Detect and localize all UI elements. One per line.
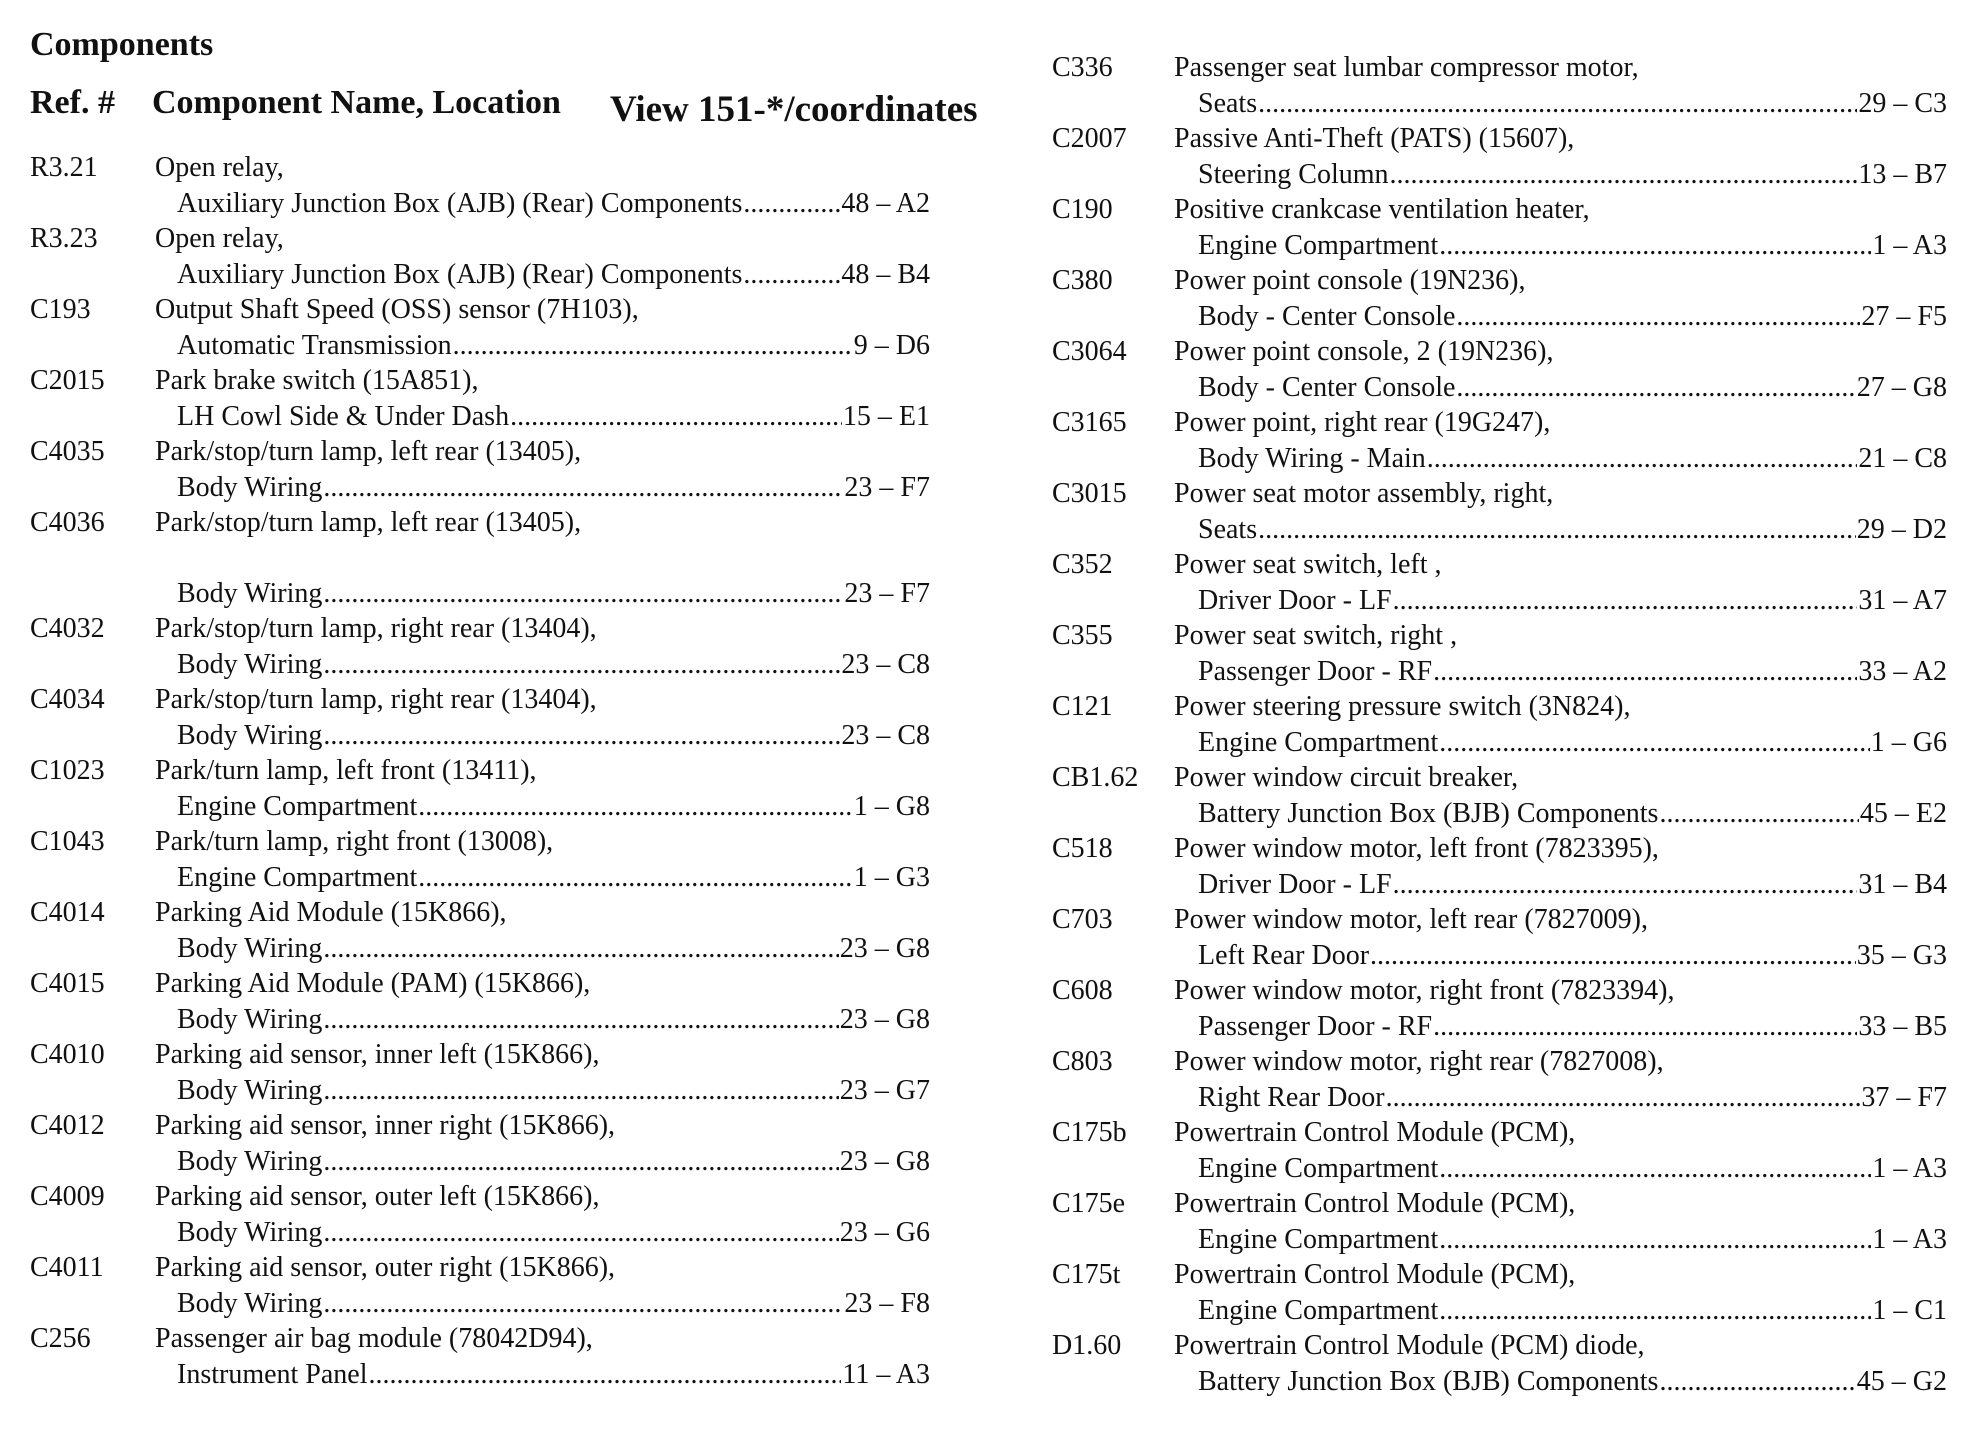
component-entry <box>1052 1044 1947 1115</box>
page-coordinate: 27 – G8 <box>1856 371 1947 403</box>
component-location: Body Wiring <box>177 471 323 503</box>
dot-leader <box>1427 441 1858 477</box>
component-name: Parking aid sensor, inner right (15K866), <box>155 1110 616 1141</box>
component-location: Body Wiring <box>177 577 323 609</box>
ref-number: C4036 <box>30 507 105 538</box>
component-location: Right Rear Door <box>1198 1081 1385 1113</box>
dot-leader <box>1386 1080 1861 1116</box>
ref-number: C3064 <box>1052 336 1127 367</box>
dot-leader <box>323 1144 838 1180</box>
dot-leader <box>323 931 838 967</box>
component-entry <box>1052 973 1947 1044</box>
right-entry-list <box>1052 50 1947 1399</box>
page-coordinate: 31 – A7 <box>1858 584 1947 616</box>
dot-leader <box>1433 654 1857 690</box>
ref-number: C4035 <box>30 436 105 467</box>
component-entry <box>30 505 930 611</box>
ref-number: C4012 <box>30 1110 105 1141</box>
location-line <box>1198 370 1947 406</box>
dot-leader <box>1393 867 1858 903</box>
component-name: Powertrain Control Module (PCM), <box>1174 1117 1576 1148</box>
page-coordinate: 48 – A2 <box>841 187 930 219</box>
component-name: Park/stop/turn lamp, right rear (13404), <box>155 613 597 644</box>
dot-leader <box>1456 299 1860 335</box>
ref-number: C3015 <box>1052 478 1127 509</box>
ref-number: CB1.62 <box>1052 762 1139 793</box>
location-line <box>1198 1151 1947 1187</box>
location-line <box>1198 654 1947 690</box>
location-line <box>1198 299 1947 335</box>
page-coordinate: 33 – A2 <box>1858 655 1947 687</box>
dot-leader <box>369 1357 842 1393</box>
component-entry <box>1052 1115 1947 1186</box>
name-column-header: Component Name, Location <box>152 84 561 121</box>
component-name: Power window motor, right rear (7827008), <box>1174 1046 1664 1077</box>
page-coordinate: 23 – G6 <box>839 1216 930 1248</box>
dot-leader <box>453 328 853 364</box>
component-entry <box>1052 902 1947 973</box>
location-line <box>1198 938 1947 974</box>
component-name: Park brake switch (15A851), <box>155 365 479 396</box>
component-entry <box>30 292 930 363</box>
component-entry <box>30 824 930 895</box>
ref-number: C703 <box>1052 904 1113 935</box>
component-name: Power window motor, right front (7823394), <box>1174 975 1675 1006</box>
ref-number: C336 <box>1052 52 1113 83</box>
location-line <box>1198 583 1947 619</box>
ref-number: C4009 <box>30 1181 105 1212</box>
component-name: Passive Anti-Theft (PATS) (15607), <box>1174 123 1575 154</box>
component-entry <box>30 611 930 682</box>
page-coordinate: 1 – A3 <box>1872 1223 1947 1255</box>
page-coordinate: 23 – G8 <box>839 1003 930 1035</box>
dot-leader <box>1390 157 1858 193</box>
component-entry <box>1052 192 1947 263</box>
ref-number: C190 <box>1052 194 1113 225</box>
ref-number: C380 <box>1052 265 1113 296</box>
component-location: Body Wiring <box>177 1074 323 1106</box>
component-name: Output Shaft Speed (OSS) sensor (7H103), <box>155 294 639 325</box>
component-name: Power steering pressure switch (3N824), <box>1174 691 1631 722</box>
component-entry <box>1052 1257 1947 1328</box>
component-name: Park/stop/turn lamp, left rear (13405), <box>155 507 582 538</box>
component-name: Parking aid sensor, outer right (15K866), <box>155 1252 616 1283</box>
location-line <box>177 186 930 222</box>
component-entry <box>30 1321 930 1392</box>
ref-number: C4015 <box>30 968 105 999</box>
section-title: Components <box>30 26 214 63</box>
component-entry <box>30 682 930 753</box>
component-entry <box>1052 1328 1947 1399</box>
component-location: Steering Column <box>1198 158 1389 190</box>
component-location: Engine Compartment <box>1198 726 1439 758</box>
ref-number: C4011 <box>30 1252 104 1283</box>
ref-number: C608 <box>1052 975 1113 1006</box>
component-name: Power point console, 2 (19N236), <box>1174 336 1554 367</box>
left-entry-list <box>30 150 930 1392</box>
component-location: Passenger Door - RF <box>1198 655 1433 687</box>
location-line <box>177 576 930 612</box>
ref-number: C121 <box>1052 691 1113 722</box>
component-location: Body Wiring <box>177 1216 323 1248</box>
page-coordinate: 23 – G8 <box>839 932 930 964</box>
page-coordinate: 9 – D6 <box>853 329 930 361</box>
component-name: Park/stop/turn lamp, left rear (13405), <box>155 436 582 467</box>
dot-leader <box>510 399 842 435</box>
ref-number: R3.21 <box>30 152 98 183</box>
dot-leader <box>323 1215 838 1251</box>
page-coordinate: 1 – A3 <box>1872 1152 1947 1184</box>
component-name: Power window motor, left rear (7827009), <box>1174 904 1648 935</box>
component-entry <box>1052 334 1947 405</box>
ref-number: C355 <box>1052 620 1113 651</box>
ref-number: C518 <box>1052 833 1113 864</box>
page-coordinate: 15 – E1 <box>842 400 930 432</box>
location-line <box>177 1215 930 1251</box>
component-name: Power point console (19N236), <box>1174 265 1526 296</box>
dot-leader <box>1370 938 1856 974</box>
component-entry <box>30 895 930 966</box>
dot-leader <box>323 576 843 612</box>
page-coordinate: 11 – A3 <box>842 1358 930 1390</box>
component-name: Open relay, <box>155 152 284 183</box>
component-location: Body Wiring <box>177 1287 323 1319</box>
component-entry <box>1052 476 1947 547</box>
ref-column-header: Ref. # <box>30 84 115 121</box>
ref-number: R3.23 <box>30 223 98 254</box>
component-location: Instrument Panel <box>177 1358 368 1390</box>
component-entry <box>1052 405 1947 476</box>
component-entry <box>30 434 930 505</box>
page-coordinate: 23 – G7 <box>839 1074 930 1106</box>
component-location: Engine Compartment <box>1198 1223 1439 1255</box>
location-line <box>177 931 930 967</box>
page-coordinate: 45 – E2 <box>1859 797 1947 829</box>
location-line <box>177 647 930 683</box>
component-entry <box>30 1108 930 1179</box>
page-coordinate: 23 – F7 <box>844 471 930 503</box>
component-location: Seats <box>1198 513 1258 545</box>
component-location: Body Wiring - Main <box>1198 442 1426 474</box>
component-entry <box>30 1250 930 1321</box>
component-entry <box>1052 618 1947 689</box>
dot-leader <box>1393 583 1858 619</box>
view-column-header: View 151-*/coordinates <box>610 89 978 130</box>
component-entry <box>1052 263 1947 334</box>
dot-leader <box>418 860 852 896</box>
component-name: Parking aid sensor, outer left (15K866), <box>155 1181 600 1212</box>
component-location: Body - Center Console <box>1198 300 1456 332</box>
component-location: Engine Compartment <box>1198 229 1439 261</box>
component-location: Body Wiring <box>177 1003 323 1035</box>
component-entry <box>30 363 930 434</box>
ref-number: C4034 <box>30 684 105 715</box>
ref-number: C1043 <box>30 826 105 857</box>
dot-leader <box>418 789 852 825</box>
location-line <box>1198 86 1947 122</box>
location-line <box>1198 1080 1947 1116</box>
component-name: Park/stop/turn lamp, right rear (13404), <box>155 684 597 715</box>
component-location: Body - Center Console <box>1198 371 1456 403</box>
component-name: Power point, right rear (19G247), <box>1174 407 1551 438</box>
location-line <box>1198 1364 1947 1400</box>
dot-leader <box>323 1002 838 1038</box>
location-line <box>1198 1293 1947 1329</box>
page-coordinate: 37 – F7 <box>1861 1081 1947 1113</box>
location-line <box>177 399 930 435</box>
component-name: Powertrain Control Module (PCM), <box>1174 1188 1576 1219</box>
component-location: Driver Door - LF <box>1198 584 1392 616</box>
dot-leader <box>323 718 840 754</box>
dot-leader <box>323 1286 843 1322</box>
location-line <box>177 328 930 364</box>
component-entry <box>1052 547 1947 618</box>
component-name: Positive crankcase ventilation heater, <box>1174 194 1590 225</box>
component-location: Passenger Door - RF <box>1198 1010 1433 1042</box>
page-coordinate: 1 – G8 <box>853 790 930 822</box>
page-coordinate: 27 – F5 <box>1861 300 1947 332</box>
page-coordinate: 29 – D2 <box>1856 513 1947 545</box>
component-name: Open relay, <box>155 223 284 254</box>
dot-leader <box>1439 1293 1871 1329</box>
page-coordinate: 23 – G8 <box>839 1145 930 1177</box>
component-location: Battery Junction Box (BJB) Components <box>1198 1365 1659 1397</box>
component-entry <box>30 1179 930 1250</box>
ref-number: C256 <box>30 1323 91 1354</box>
page-coordinate: 23 – C8 <box>841 719 930 751</box>
component-name: Power window motor, left front (7823395), <box>1174 833 1659 864</box>
component-location: Engine Compartment <box>1198 1152 1439 1184</box>
ref-number: C175b <box>1052 1117 1127 1148</box>
location-line <box>177 789 930 825</box>
component-entry <box>1052 1186 1947 1257</box>
component-location: Auxiliary Junction Box (AJB) (Rear) Components <box>177 258 743 290</box>
page-coordinate: 33 – B5 <box>1858 1010 1947 1042</box>
location-line <box>177 1002 930 1038</box>
page-coordinate: 23 – F7 <box>844 577 930 609</box>
location-line <box>1198 1222 1947 1258</box>
page-coordinate: 45 – G2 <box>1856 1365 1947 1397</box>
component-location: Body Wiring <box>177 648 323 680</box>
ref-number: C1023 <box>30 755 105 786</box>
component-entry <box>1052 831 1947 902</box>
page-coordinate: 23 – F8 <box>844 1287 930 1319</box>
component-name: Power seat motor assembly, right, <box>1174 478 1554 509</box>
location-line <box>177 1357 930 1393</box>
page-coordinate: 35 – G3 <box>1856 939 1947 971</box>
component-name: Parking Aid Module (15K866), <box>155 897 507 928</box>
page-coordinate: 1 – G6 <box>1870 726 1947 758</box>
ref-number: C3165 <box>1052 407 1127 438</box>
location-line <box>177 1286 930 1322</box>
dot-leader <box>1659 796 1858 832</box>
dot-leader <box>323 470 843 506</box>
component-entry <box>1052 121 1947 192</box>
ref-number: C175t <box>1052 1259 1121 1290</box>
dot-leader <box>1258 86 1857 122</box>
component-location: Automatic Transmission <box>177 329 452 361</box>
component-location: Engine Compartment <box>177 861 418 893</box>
component-entry <box>1052 50 1947 121</box>
location-line <box>177 718 930 754</box>
location-line <box>177 470 930 506</box>
location-line <box>177 1144 930 1180</box>
page-coordinate: 23 – C8 <box>841 648 930 680</box>
ref-number: C4032 <box>30 613 105 644</box>
component-entry <box>30 221 930 292</box>
component-entry <box>1052 689 1947 760</box>
component-entry <box>30 966 930 1037</box>
dot-leader <box>323 647 840 683</box>
dot-leader <box>323 1073 838 1109</box>
dot-leader <box>1258 512 1856 548</box>
location-line <box>1198 228 1947 264</box>
page-coordinate: 1 – C1 <box>1872 1294 1947 1326</box>
component-name: Powertrain Control Module (PCM) diode, <box>1174 1330 1645 1361</box>
ref-number: C352 <box>1052 549 1113 580</box>
component-name: Power seat switch, right , <box>1174 620 1458 651</box>
component-name: Power seat switch, left , <box>1174 549 1442 580</box>
component-name: Powertrain Control Module (PCM), <box>1174 1259 1576 1290</box>
location-line <box>1198 796 1947 832</box>
component-name: Parking aid sensor, inner left (15K866), <box>155 1039 600 1070</box>
page-coordinate: 29 – C3 <box>1858 87 1947 119</box>
component-location: Body Wiring <box>177 932 323 964</box>
location-line <box>1198 512 1947 548</box>
component-location: LH Cowl Side & Under Dash <box>177 400 510 432</box>
page-coordinate: 21 – C8 <box>1858 442 1947 474</box>
component-name: Passenger seat lumbar compressor motor, <box>1174 52 1639 83</box>
component-name: Power window circuit breaker, <box>1174 762 1519 793</box>
location-line <box>1198 157 1947 193</box>
location-line <box>1198 867 1947 903</box>
component-location: Engine Compartment <box>1198 1294 1439 1326</box>
dot-leader <box>1439 228 1871 264</box>
component-location: Battery Junction Box (BJB) Components <box>1198 797 1659 829</box>
dot-leader <box>1456 370 1855 406</box>
component-name: Parking Aid Module (PAM) (15K866), <box>155 968 591 999</box>
ref-number: C175e <box>1052 1188 1126 1219</box>
ref-number: C193 <box>30 294 91 325</box>
location-line <box>177 257 930 293</box>
page-coordinate: 1 – G3 <box>853 861 930 893</box>
component-entry <box>30 1037 930 1108</box>
component-location: Auxiliary Junction Box (AJB) (Rear) Components <box>177 187 743 219</box>
ref-number: C803 <box>1052 1046 1113 1077</box>
ref-number: C4010 <box>30 1039 105 1070</box>
location-line <box>1198 441 1947 477</box>
component-entry <box>30 753 930 824</box>
component-location: Left Rear Door <box>1198 939 1370 971</box>
component-location: Seats <box>1198 87 1258 119</box>
ref-number: C2015 <box>30 365 105 396</box>
dot-leader <box>743 257 840 293</box>
dot-leader <box>1439 1151 1871 1187</box>
component-location: Body Wiring <box>177 719 323 751</box>
ref-number: D1.60 <box>1052 1330 1122 1361</box>
ref-number: C2007 <box>1052 123 1127 154</box>
component-name: Passenger air bag module (78042D94), <box>155 1323 593 1354</box>
page-coordinate: 13 – B7 <box>1858 158 1947 190</box>
page-coordinate: 1 – A3 <box>1872 229 1947 261</box>
location-line <box>177 1073 930 1109</box>
component-entry <box>1052 760 1947 831</box>
component-location: Body Wiring <box>177 1145 323 1177</box>
page-coordinate: 31 – B4 <box>1858 868 1947 900</box>
component-name: Park/turn lamp, left front (13411), <box>155 755 537 786</box>
dot-leader <box>1439 725 1869 761</box>
location-line <box>177 860 930 896</box>
component-location: Driver Door - LF <box>1198 868 1392 900</box>
dot-leader <box>743 186 840 222</box>
component-location: Engine Compartment <box>177 790 418 822</box>
page-coordinate: 48 – B4 <box>841 258 930 290</box>
ref-number: C4014 <box>30 897 105 928</box>
component-name: Park/turn lamp, right front (13008), <box>155 826 554 857</box>
dot-leader <box>1659 1364 1855 1400</box>
dot-leader <box>1433 1009 1857 1045</box>
location-line <box>1198 1009 1947 1045</box>
location-line <box>1198 725 1947 761</box>
component-entry <box>30 150 930 221</box>
dot-leader <box>1439 1222 1871 1258</box>
